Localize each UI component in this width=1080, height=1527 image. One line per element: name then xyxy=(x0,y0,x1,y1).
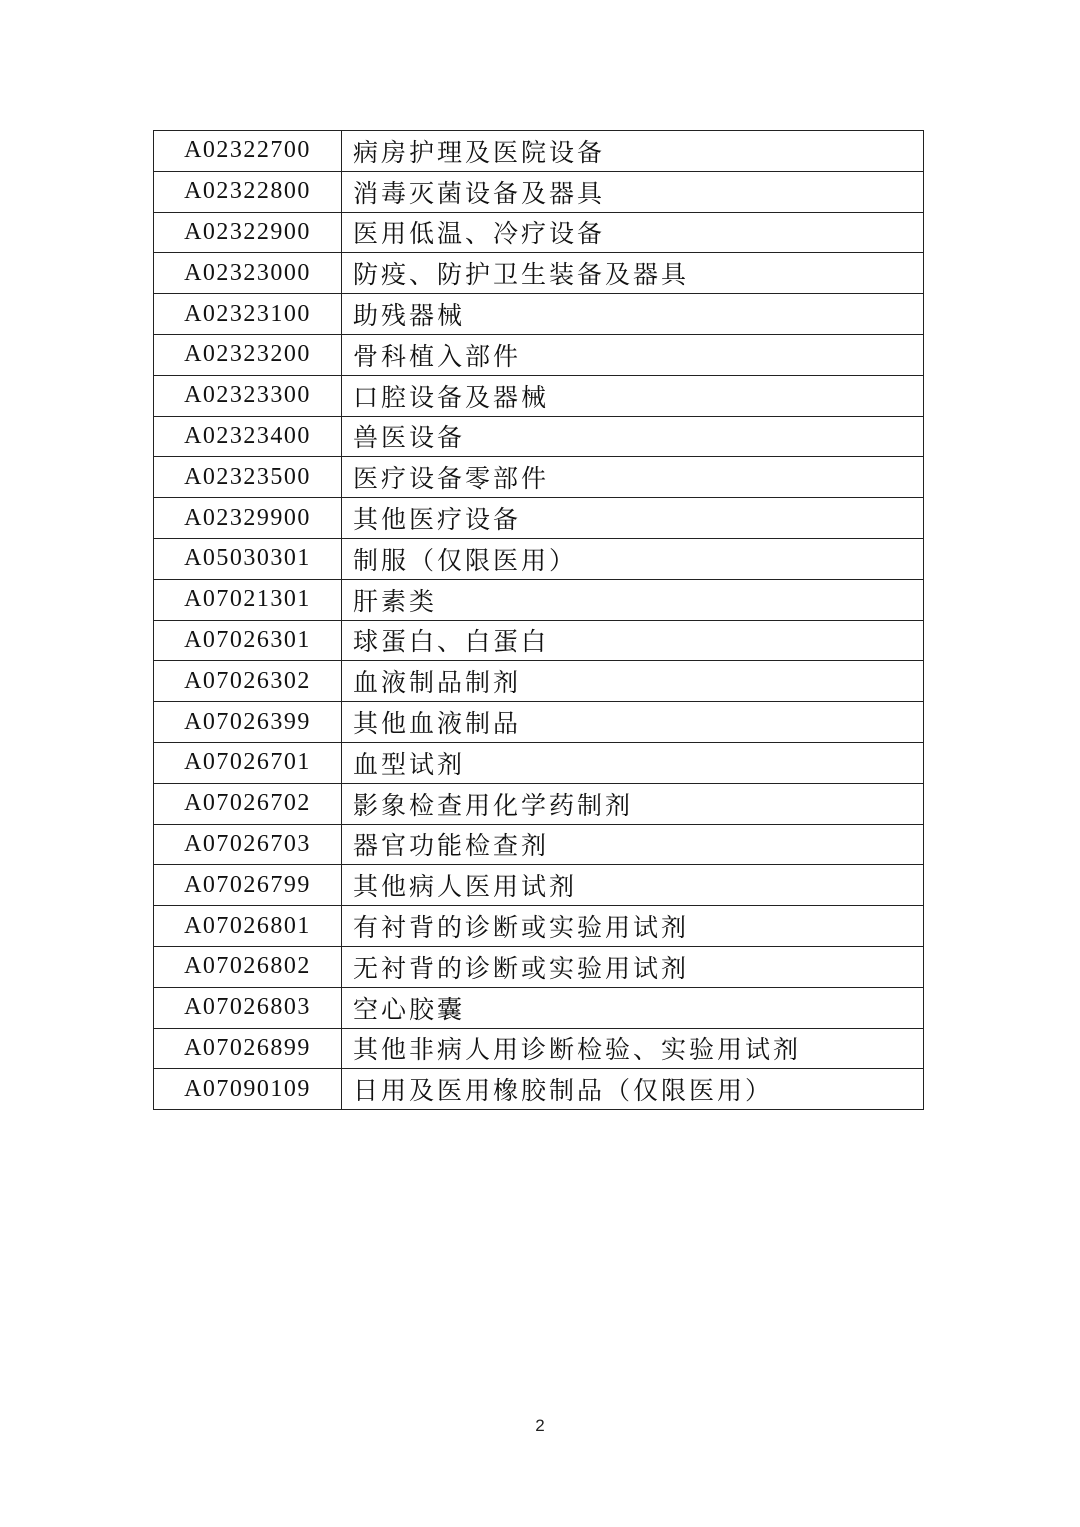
table-row xyxy=(154,538,924,579)
item-name: 血型试剂 xyxy=(342,742,924,783)
table-row xyxy=(154,131,924,172)
item-code: A02323000 xyxy=(154,253,342,294)
item-code: A07026399 xyxy=(154,702,342,743)
item-code: A07021301 xyxy=(154,579,342,620)
item-name: 医用低温、冷疗设备 xyxy=(342,212,924,253)
item-code: A02323500 xyxy=(154,457,342,498)
table-row xyxy=(154,702,924,743)
item-name: 影象检查用化学药制剂 xyxy=(342,783,924,824)
table-row xyxy=(154,171,924,212)
item-code: A02322700 xyxy=(154,131,342,172)
table-row xyxy=(154,212,924,253)
table-row xyxy=(154,824,924,865)
page-number: 2 xyxy=(535,1416,545,1435)
item-name: 其他血液制品 xyxy=(342,702,924,743)
item-code: A02322800 xyxy=(154,171,342,212)
item-name: 肝素类 xyxy=(342,579,924,620)
item-name: 日用及医用橡胶制品（仅限医用） xyxy=(342,1069,924,1110)
item-code: A02323100 xyxy=(154,294,342,335)
item-code: A02322900 xyxy=(154,212,342,253)
item-name: 医疗设备零部件 xyxy=(342,457,924,498)
item-name: 制服（仅限医用） xyxy=(342,538,924,579)
item-code: A07026302 xyxy=(154,661,342,702)
item-name: 兽医设备 xyxy=(342,416,924,457)
catalog-table xyxy=(153,130,924,1110)
item-code: A07026702 xyxy=(154,783,342,824)
table-row xyxy=(154,906,924,947)
item-code: A07090109 xyxy=(154,1069,342,1110)
table-row xyxy=(154,946,924,987)
item-code: A02323400 xyxy=(154,416,342,457)
item-code: A07026899 xyxy=(154,1028,342,1069)
item-name: 病房护理及医院设备 xyxy=(342,131,924,172)
item-name: 助残器械 xyxy=(342,294,924,335)
table-row xyxy=(154,457,924,498)
item-code: A05030301 xyxy=(154,538,342,579)
table-row xyxy=(154,416,924,457)
item-code: A07026803 xyxy=(154,987,342,1028)
item-code: A07026801 xyxy=(154,906,342,947)
item-code: A07026802 xyxy=(154,946,342,987)
table-row xyxy=(154,334,924,375)
item-name: 其他非病人用诊断检验、实验用试剂 xyxy=(342,1028,924,1069)
item-code: A02323300 xyxy=(154,375,342,416)
item-code: A07026703 xyxy=(154,824,342,865)
table-row xyxy=(154,661,924,702)
item-name: 空心胶囊 xyxy=(342,987,924,1028)
item-code: A02323200 xyxy=(154,334,342,375)
item-name: 骨科植入部件 xyxy=(342,334,924,375)
item-name: 无衬背的诊断或实验用试剂 xyxy=(342,946,924,987)
table-row xyxy=(154,865,924,906)
item-code: A07026799 xyxy=(154,865,342,906)
item-name: 其他医疗设备 xyxy=(342,498,924,539)
table-row xyxy=(154,620,924,661)
table-row xyxy=(154,742,924,783)
item-code: A07026301 xyxy=(154,620,342,661)
item-name: 有衬背的诊断或实验用试剂 xyxy=(342,906,924,947)
item-name: 口腔设备及器械 xyxy=(342,375,924,416)
item-name: 其他病人医用试剂 xyxy=(342,865,924,906)
table-row xyxy=(154,1069,924,1110)
item-code: A02329900 xyxy=(154,498,342,539)
table-row xyxy=(154,375,924,416)
item-name: 消毒灭菌设备及器具 xyxy=(342,171,924,212)
item-name: 血液制品制剂 xyxy=(342,661,924,702)
table-row xyxy=(154,253,924,294)
item-name: 器官功能检查剂 xyxy=(342,824,924,865)
table-row xyxy=(154,987,924,1028)
item-name: 防疫、防护卫生装备及器具 xyxy=(342,253,924,294)
table-row xyxy=(154,579,924,620)
table-row xyxy=(154,294,924,335)
table-row xyxy=(154,783,924,824)
item-code: A07026701 xyxy=(154,742,342,783)
table-row xyxy=(154,1028,924,1069)
item-name: 球蛋白、白蛋白 xyxy=(342,620,924,661)
table-row xyxy=(154,498,924,539)
